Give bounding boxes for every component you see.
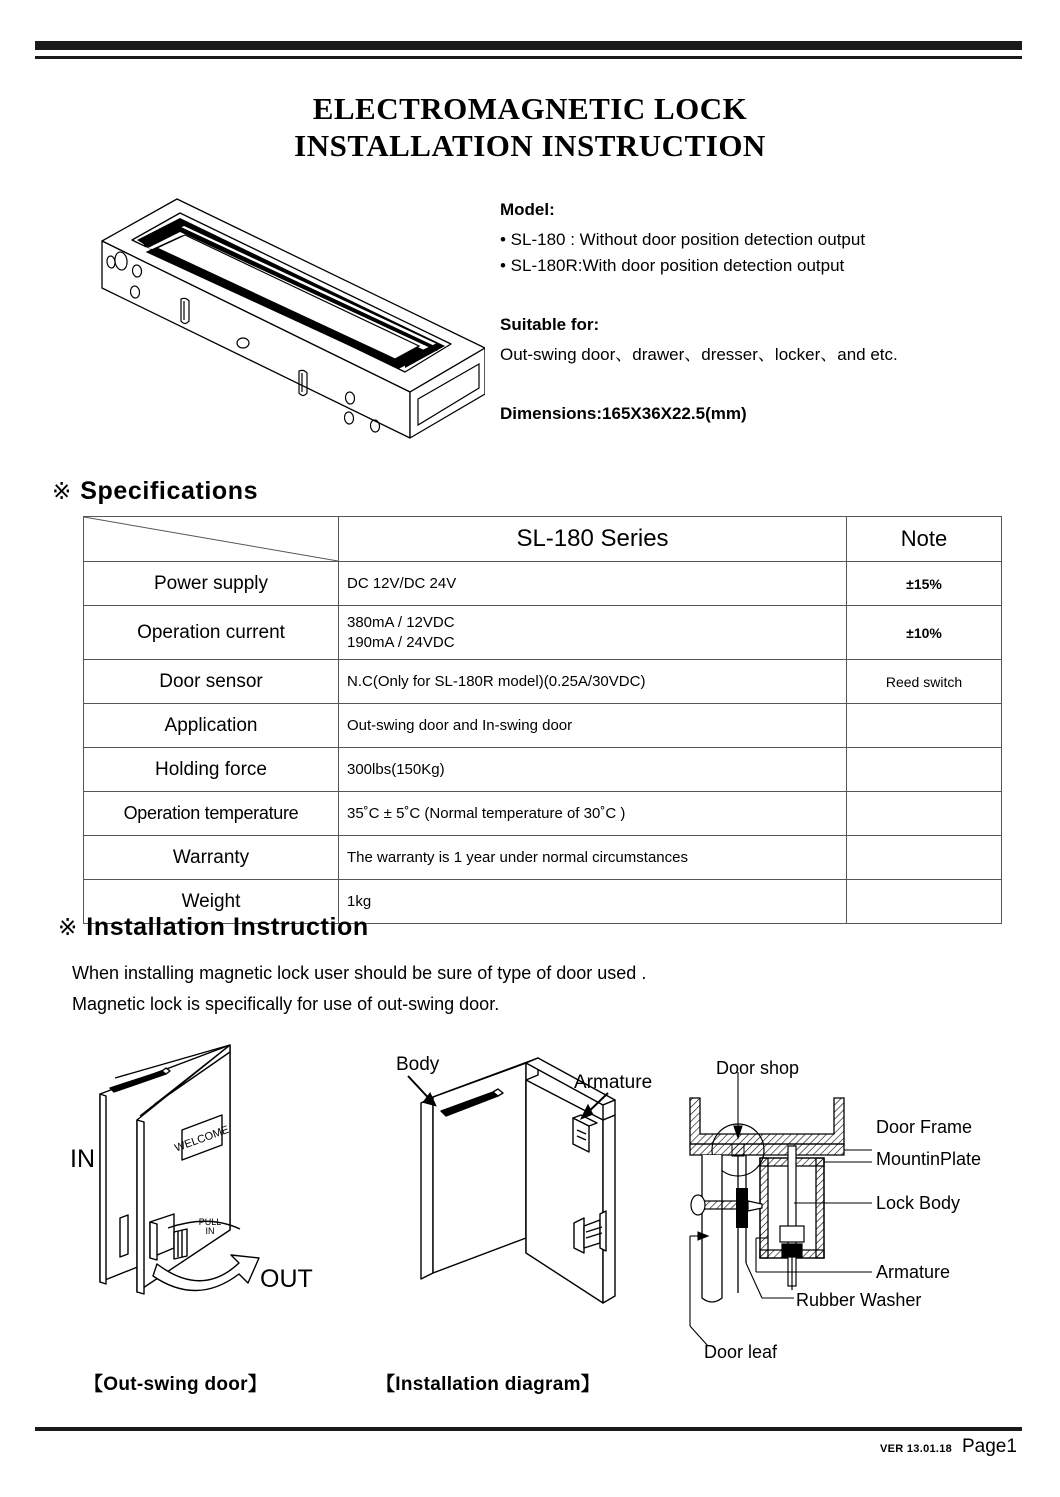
row-note-holding-force: [847, 748, 1002, 792]
table-row: [84, 792, 1002, 836]
row-value-weight: 1kg: [339, 880, 847, 924]
title-line-2: INSTALLATION INSTRUCTION: [294, 128, 766, 163]
dimensions-value: 165X36X22.5(mm): [602, 404, 747, 423]
product-info-block: [500, 200, 1020, 424]
suitable-text: Out-swing door、drawer、dresser、locker、and etc.: [500, 345, 898, 364]
installation-heading-label: Installation Instruction: [86, 913, 369, 941]
dimensions-row: [500, 404, 1020, 424]
kome-mark-icon: ※: [58, 914, 78, 940]
info-spacer-2: [500, 368, 1020, 404]
specifications-table: [83, 516, 1002, 924]
page-number: Page1: [962, 1436, 1017, 1457]
specifications-heading-label: Specifications: [80, 477, 259, 505]
row-label-application: Application: [84, 704, 339, 748]
row-value-application: Out-swing door and In-swing door: [339, 704, 847, 748]
operation-current-line-1: 380mA / 12VDC: [347, 613, 455, 631]
table-row: [84, 748, 1002, 792]
table-row: [84, 836, 1002, 880]
installation-paragraph-line-2: Magnetic lock is specifically for use of out-swing door.: [72, 994, 500, 1014]
table-header-row: [84, 517, 1002, 562]
label-door-frame: Door Frame: [876, 1117, 973, 1137]
model-heading: Model:: [500, 200, 555, 219]
table-header-note: Note: [847, 517, 1002, 562]
row-value-power-supply: DC 12V/DC 24V: [339, 562, 847, 606]
model-item-0: • SL-180 : Without door position detection output: [500, 230, 866, 249]
row-label-power-supply: Power supply: [84, 562, 339, 606]
pull-label-line-1: PULL: [198, 1217, 222, 1227]
table-row: [84, 562, 1002, 606]
row-value-warranty: The warranty is 1 year under normal circumstances: [339, 836, 847, 880]
installation-paragraph-line-1: When installing magnetic lock user should be sure of type of door used .: [72, 963, 647, 983]
installation-diagram: [378, 1048, 688, 1348]
row-label-warranty: Warranty: [84, 836, 339, 880]
row-value-holding-force: 300lbs(150Kg): [339, 748, 847, 792]
row-note-operation-temperature: [847, 792, 1002, 836]
header-rule-thin: [35, 56, 1022, 59]
label-mounting-plate: MountinPlate: [876, 1149, 982, 1169]
welcome-sign-text: WELCOME: [173, 1123, 231, 1155]
section-heading-specifications: [52, 477, 258, 506]
row-note-warranty: [847, 836, 1002, 880]
table-corner-cell: [84, 517, 339, 562]
label-body: Body: [396, 1054, 440, 1075]
page-title: [0, 90, 1060, 164]
row-note-power-supply: ±15%: [847, 562, 1002, 606]
product-illustration: [85, 196, 485, 458]
table-row: [84, 660, 1002, 704]
label-rubber-washer: Rubber Washer: [796, 1290, 922, 1310]
table-row: [84, 704, 1002, 748]
version-label: VER 13.01.18: [880, 1443, 953, 1455]
row-value-operation-temperature: 35˚C ± 5˚C (Normal temperature of 30˚C ): [339, 792, 847, 836]
row-value-operation-current: [339, 606, 847, 660]
section-heading-installation: [58, 913, 369, 942]
label-out: OUT: [260, 1265, 313, 1293]
operation-current-line-2: 190mA / 24VDC: [347, 633, 455, 651]
kome-mark-icon: ※: [52, 478, 72, 504]
corner-diagonal-line-icon: [84, 517, 338, 561]
label-armature: Armature: [876, 1262, 951, 1282]
table-row: [84, 606, 1002, 660]
header-rule-thick: [35, 41, 1022, 50]
footer-rule: [35, 1427, 1022, 1431]
row-note-operation-current: ±10%: [847, 606, 1002, 660]
pull-label-line-2: IN: [205, 1226, 215, 1236]
outswing-door-diagram: [62, 1042, 382, 1352]
label-in: IN: [70, 1145, 95, 1173]
row-note-application: [847, 704, 1002, 748]
label-door-shop: Door shop: [716, 1058, 800, 1078]
label-lock-body: Lock Body: [876, 1193, 961, 1213]
row-label-weight: Weight: [84, 880, 339, 924]
row-label-holding-force: Holding force: [84, 748, 339, 792]
suitable-heading: Suitable for:: [500, 315, 600, 334]
caption-outswing-door: 【Out-swing door】: [84, 1374, 268, 1395]
row-value-door-sensor: N.C(Only for SL-180R model)(0.25A/30VDC): [339, 660, 847, 704]
cross-section-diagram: [676, 1058, 1056, 1368]
label-armature: Armature: [574, 1072, 653, 1093]
model-item-1: • SL-180R:With door position detection output: [500, 256, 845, 275]
row-label-operation-temperature: Operation temperature: [84, 792, 339, 836]
row-label-door-sensor: Door sensor: [84, 660, 339, 704]
caption-installation-diagram: 【Installation diagram】: [376, 1374, 601, 1395]
row-label-operation-current: Operation current: [84, 606, 339, 660]
label-door-leaf: Door leaf: [704, 1342, 778, 1362]
row-note-weight: [847, 880, 1002, 924]
dimensions-label: Dimensions:: [500, 404, 603, 423]
row-note-door-sensor: Reed switch: [847, 660, 1002, 704]
installation-paragraph: [72, 958, 646, 1020]
table-header-series: SL-180 Series: [339, 517, 847, 562]
title-line-1: ELECTROMAGNETIC LOCK: [312, 91, 748, 126]
info-spacer-1: [500, 279, 1020, 315]
